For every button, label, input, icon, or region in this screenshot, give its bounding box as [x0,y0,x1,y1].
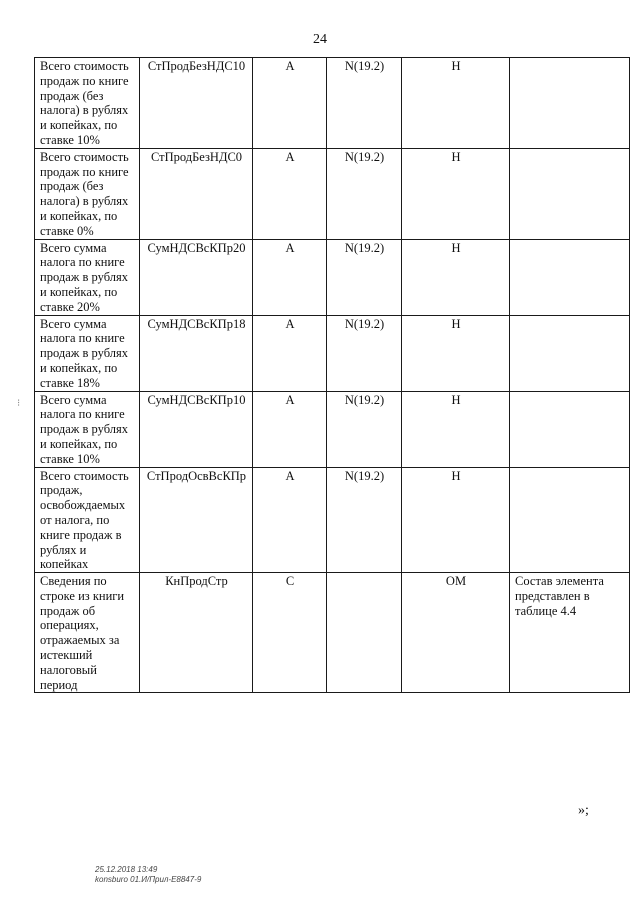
element-name-cell: Всего сумма налога по книге продаж в рублях и копейках, по ставке 10% [35,391,140,467]
footer-reference: konsburo 01.И/Прил-Е8847-9 [95,875,202,884]
margin-mark: ⁝ [17,398,21,409]
element-name-cell: Всего сумма налога по книге продаж в рублях и копейках, по ставке 20% [35,239,140,315]
element-type-cell: А [253,467,327,573]
element-name-cell: Всего стоимость продаж по книге продаж (без налога) в рублях и копейках, по ставке 10% [35,58,140,149]
element-type-cell: А [253,239,327,315]
element-code-cell: СумНДСВсКПр20 [140,239,253,315]
element-code-cell: СтПродБезНДС0 [140,148,253,239]
element-name-cell: Всего сумма налога по книге продаж в рублях и копейках, по ставке 18% [35,315,140,391]
elements-table-body [35,58,630,693]
element-type-cell: А [253,315,327,391]
element-note-cell [510,315,630,391]
footer-timestamp: 25.12.2018 13:49 [95,865,158,874]
element-format-cell: N(19.2) [327,467,402,573]
element-note-cell: Состав элемента представлен в таблице 4.4 [510,573,630,693]
table-row [35,315,630,391]
element-format-cell [327,573,402,693]
table-row [35,58,630,149]
element-format-cell: N(19.2) [327,58,402,149]
element-note-cell [510,148,630,239]
closing-quote-mark: »; [578,803,589,818]
element-name-cell: Всего стоимость продаж по книге продаж (без налога) в рублях и копейках, по ставке 0% [35,148,140,239]
element-required-cell: Н [402,315,510,391]
element-code-cell: СтПродОсвВсКПр [140,467,253,573]
table-row [35,467,630,573]
element-format-cell: N(19.2) [327,148,402,239]
element-required-cell: Н [402,239,510,315]
elements-table [34,57,630,693]
element-required-cell: ОМ [402,573,510,693]
element-type-cell: А [253,58,327,149]
element-note-cell [510,58,630,149]
element-code-cell: СумНДСВсКПр10 [140,391,253,467]
element-note-cell [510,239,630,315]
table-row [35,573,630,693]
element-required-cell: Н [402,148,510,239]
element-note-cell [510,467,630,573]
page-footer [95,865,201,885]
element-required-cell: Н [402,58,510,149]
table-row [35,239,630,315]
element-name-cell: Сведения по строке из книги продаж об операциях, отражаемых за истекший налоговый период [35,573,140,693]
element-note-cell [510,391,630,467]
page-number: 24 [313,32,327,47]
element-code-cell: КнПродСтр [140,573,253,693]
element-name-cell: Всего стоимость продаж, освобождаемых от налога, по книге продаж в рублях и копейках [35,467,140,573]
element-type-cell: А [253,391,327,467]
element-required-cell: Н [402,467,510,573]
element-code-cell: СтПродБезНДС10 [140,58,253,149]
element-type-cell: А [253,148,327,239]
element-required-cell: Н [402,391,510,467]
element-format-cell: N(19.2) [327,239,402,315]
element-format-cell: N(19.2) [327,391,402,467]
table-row [35,148,630,239]
element-type-cell: С [253,573,327,693]
element-format-cell: N(19.2) [327,315,402,391]
element-code-cell: СумНДСВсКПр18 [140,315,253,391]
table-row [35,391,630,467]
